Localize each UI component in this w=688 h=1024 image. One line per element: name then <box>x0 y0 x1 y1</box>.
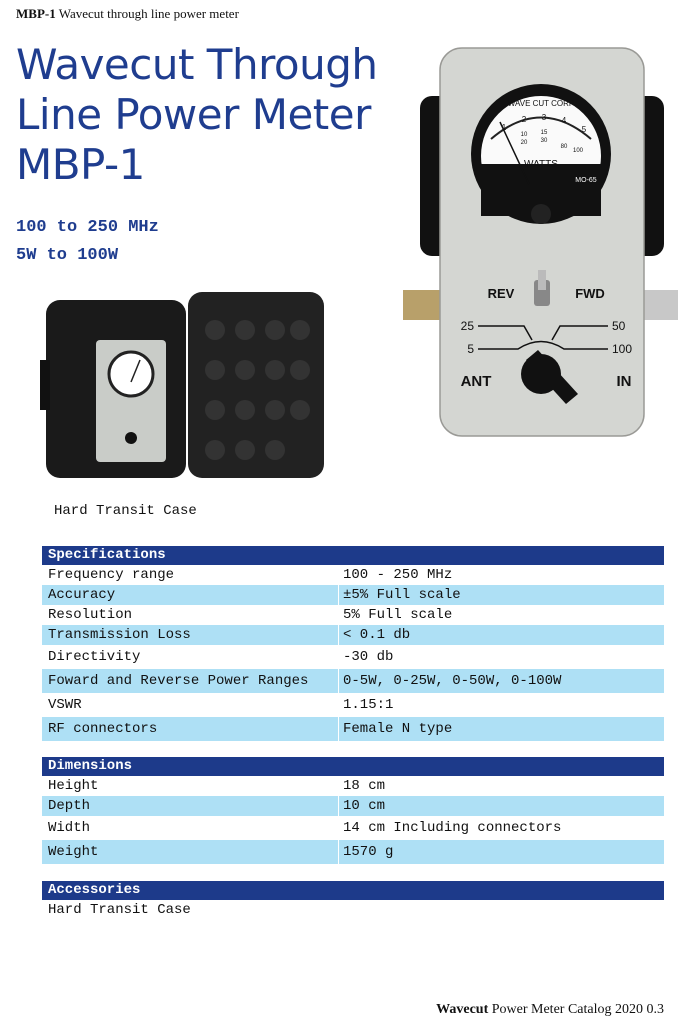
meter-unit: WATTS <box>524 159 558 170</box>
scale-mid-2: 10 <box>520 132 528 138</box>
scale-top-1: 1 <box>501 123 507 132</box>
header-title: Wavecut through line power meter <box>58 6 239 21</box>
case-caption: Hard Transit Case <box>54 503 197 519</box>
specifications-table <box>42 546 664 741</box>
spec-name: VSWR <box>48 697 82 713</box>
dimensions-heading: Dimensions <box>42 757 664 776</box>
header-model: MBP-1 <box>16 6 56 21</box>
spec-value: 0-5W, 0-25W, 0-50W, 0-100W <box>338 669 664 693</box>
table-row <box>42 565 664 585</box>
table-row <box>42 816 664 840</box>
specifications-heading: Specifications <box>42 546 664 565</box>
table-row <box>42 693 664 717</box>
list-item <box>42 900 664 920</box>
meter-brand: WAVE CUT CORP <box>507 99 575 108</box>
spec-value: 1.15:1 <box>338 693 664 717</box>
dimension-name: Weight <box>48 844 99 860</box>
scale-mid-3: 15 <box>540 130 548 136</box>
dimension-name: Width <box>48 820 91 836</box>
page-title <box>16 40 378 190</box>
meter-model: MO-65 <box>575 177 597 184</box>
scale-low-2: 20 <box>520 140 528 146</box>
scale-high-4: 80 <box>560 144 568 150</box>
table-row <box>42 645 664 669</box>
spec-name: Accuracy <box>48 587 116 603</box>
dimension-name: Depth <box>48 798 91 814</box>
frequency-range-subtitle: 100 to 250 MHz <box>16 218 159 237</box>
table-row <box>42 605 664 625</box>
port-ant-label: ANT <box>460 373 492 390</box>
spec-value: 100 - 250 MHz <box>338 565 664 585</box>
spec-name: Resolution <box>48 607 133 623</box>
spec-value: 5% Full scale <box>338 605 664 625</box>
dimension-value: 18 cm <box>338 776 664 796</box>
scale-high-5: 100 <box>572 148 584 154</box>
power-meter-image <box>398 44 680 444</box>
spec-value: Female N type <box>338 717 664 741</box>
spec-value: < 0.1 db <box>338 625 664 645</box>
accessory-item: Hard Transit Case <box>48 902 191 918</box>
table-row <box>42 669 664 693</box>
range-25-label: 25 <box>460 319 474 333</box>
page-footer <box>436 1002 664 1018</box>
title-line-2: Line Power Meter <box>16 90 371 139</box>
spec-name: Directivity <box>48 649 141 665</box>
scale-top-2: 2 <box>521 115 527 124</box>
scale-top-3: 3 <box>541 113 547 122</box>
table-row <box>42 625 664 645</box>
table-row <box>42 776 664 796</box>
table-row <box>42 717 664 741</box>
footer-brand: Wavecut <box>436 1002 489 1017</box>
title-line-3: MBP-1 <box>16 140 145 189</box>
spec-value: ±5% Full scale <box>338 585 664 605</box>
range-5-label: 5 <box>467 342 474 356</box>
spec-name: Frequency range <box>48 567 175 583</box>
title-line-1: Wavecut Through <box>16 40 378 89</box>
range-50-label: 50 <box>612 319 626 333</box>
transit-case-image <box>40 290 330 490</box>
spec-name: Transmission Loss <box>48 627 191 643</box>
power-range-subtitle: 5W to 100W <box>16 246 119 265</box>
dimension-value: 14 cm Including connectors <box>338 816 664 840</box>
port-in-label: IN <box>616 373 632 390</box>
scale-top-5: 5 <box>581 125 587 134</box>
footer-text: Power Meter Catalog 2020 0.3 <box>491 1002 664 1017</box>
switch-fwd-label: FWD <box>575 286 605 301</box>
accessories-heading: Accessories <box>42 881 664 900</box>
switch-rev-label: REV <box>487 286 515 301</box>
dimension-name: Height <box>48 778 99 794</box>
range-100-label: 100 <box>612 342 633 356</box>
accessories-table <box>42 881 664 920</box>
page-header <box>16 6 239 22</box>
dimension-value: 10 cm <box>338 796 664 816</box>
spec-value: -30 db <box>338 645 664 669</box>
scale-low-3: 30 <box>540 138 548 144</box>
spec-name: RF connectors <box>48 721 158 737</box>
spec-name: Foward and Reverse Power Ranges <box>48 673 309 689</box>
table-row <box>42 796 664 816</box>
dimensions-table <box>42 757 664 864</box>
table-row <box>42 840 664 864</box>
table-row <box>42 585 664 605</box>
dimension-value: 1570 g <box>338 840 664 864</box>
scale-top-4: 4 <box>561 116 567 125</box>
